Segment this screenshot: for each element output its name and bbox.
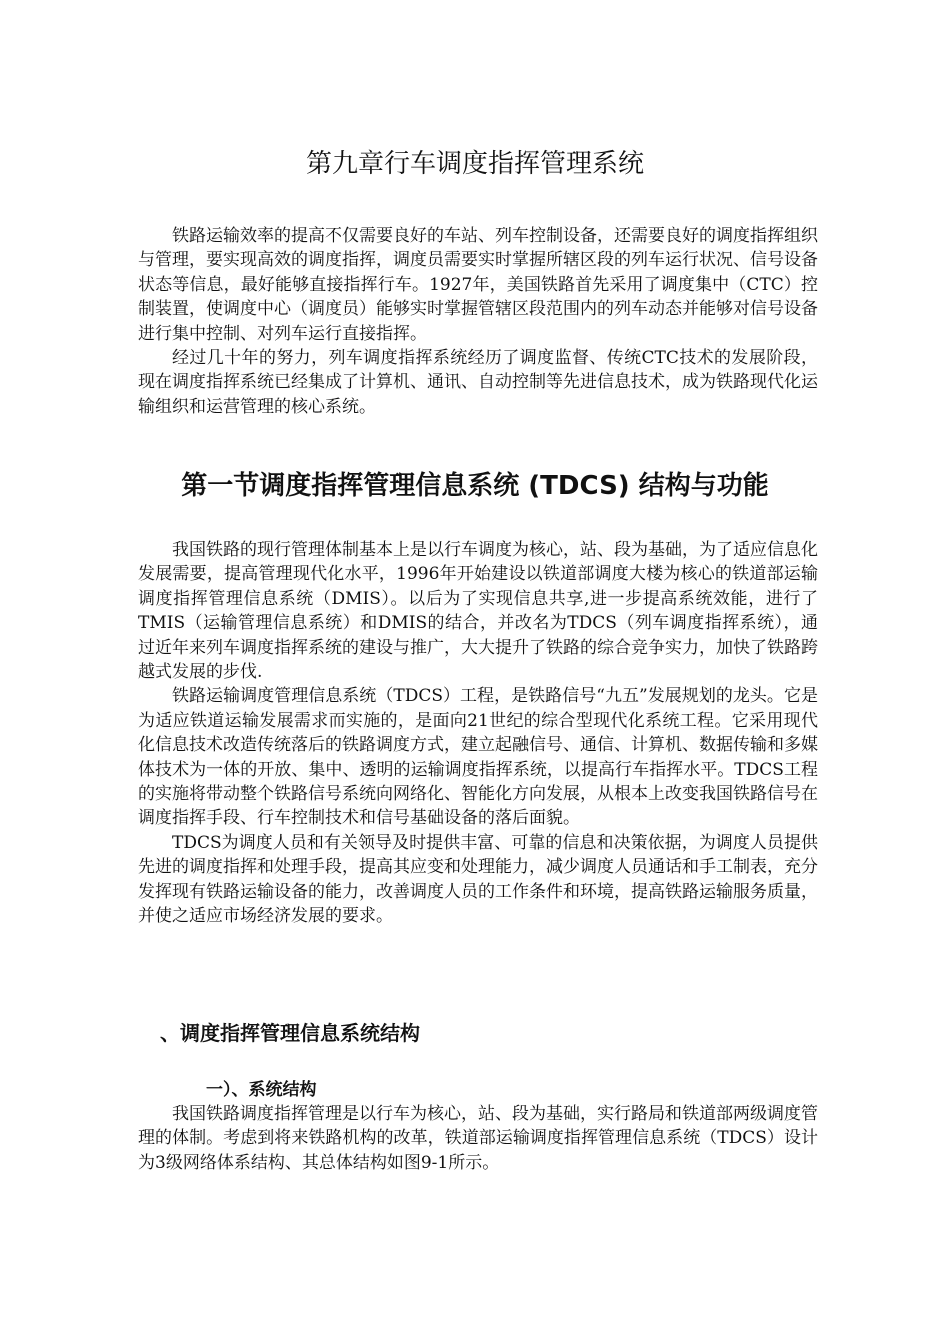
paragraph: TDCS为调度人员和有关领导及时提供丰富、可靠的信息和决策依据，为调度人员提供先进的调度指挥和处理手段，提高其应变和处理能力，减少调度人员通话和手工制表，充分发挥现有铁路运输设备的能力，改善调度人员的工作条件和环境，提高铁路运输服务质量，并使之适应市场经济发展的要求。 [138,832,818,927]
intro-text [138,224,818,419]
section-text [138,538,818,929]
subsection-title: 、调度指挥管理信息系统结构 [160,1021,420,1045]
structure-text [138,1102,818,1175]
chapter-title: 第九章行车调度指挥管理系统 [305,149,644,179]
paragraph: 我国铁路的现行管理体制基本上是以行车调度为核心，站、段为基础，为了适应信息化发展需要，提高管理现代化水平，1996年开始建设以铁道部调度大楼为核心的铁道部运输调度指挥管理信息系统（DMIS）。以后为了实现信息共享,进一步提高系统效能，进行了TMIS（运输管理信息系统）和DMIS的结合，并改名为TDCS（列车调度指挥系统），通过近年来列车调度指挥系统的建设与推广，大大提升了铁路的综合竞争实力，加快了铁路跨越式发展的步伐. [138,540,818,683]
paragraph: 我国铁路调度指挥管理是以行车为核心，站、段为基础，实行路局和铁道部两级调度管理的体制。考虑到将来铁路机构的改革，铁道部运输调度指挥管理信息系统（TDCS）设计为3级网络体系结构、其总体结构如图9-1所示。 [138,1104,818,1173]
section-title: 第一节调度指挥管理信息系统 (TDCS) 结构与功能 [181,471,769,501]
paragraph: 铁路运输效率的提高不仅需要良好的车站、列车控制设备，还需要良好的调度指挥组织与管理，要实现高效的调度指挥，调度员需要实时掌握所辖区段的列车运行状况、信号设备状态等信息，最好能够直接指挥行车。1927年，美国铁路首先采用了调度集中（CTC）控制装置，使调度中心（调度员）能够实时掌握管辖区段范围内的列车动态并能够对信号设备进行集中控制、对列车运行直接指挥。 [138,226,818,344]
subsubsection-title: 一）、系统结构 [206,1080,317,1100]
paragraph: 铁路运输调度管理信息系统（TDCS）工程，是铁路信号“九五”发展规划的龙头。它是为适应铁道运输发展需求而实施的，是面向21世纪的综合型现代化系统工程。它采用现代化信息技术改造传统落后的铁路调度方式，建立起融信号、通信、计算机、数据传输和多媒体技术为一体的开放、集中、透明的运输调度指挥系统，以提高行车指挥水平。TDCS工程的实施将带动整个铁路信号系统向网络化、智能化方向发展，从根本上改变我国铁路信号在调度指挥手段、行车控制技术和信号基础设备的落后面貌。 [138,686,818,829]
paragraph: 经过几十年的努力，列车调度指挥系统经历了调度监督、传统CTC技术的发展阶段，现在调度指挥系统已经集成了计算机、通讯、自动控制等先进信息技术，成为铁路现代化运输组织和运营管理的核心系统。 [138,348,818,417]
